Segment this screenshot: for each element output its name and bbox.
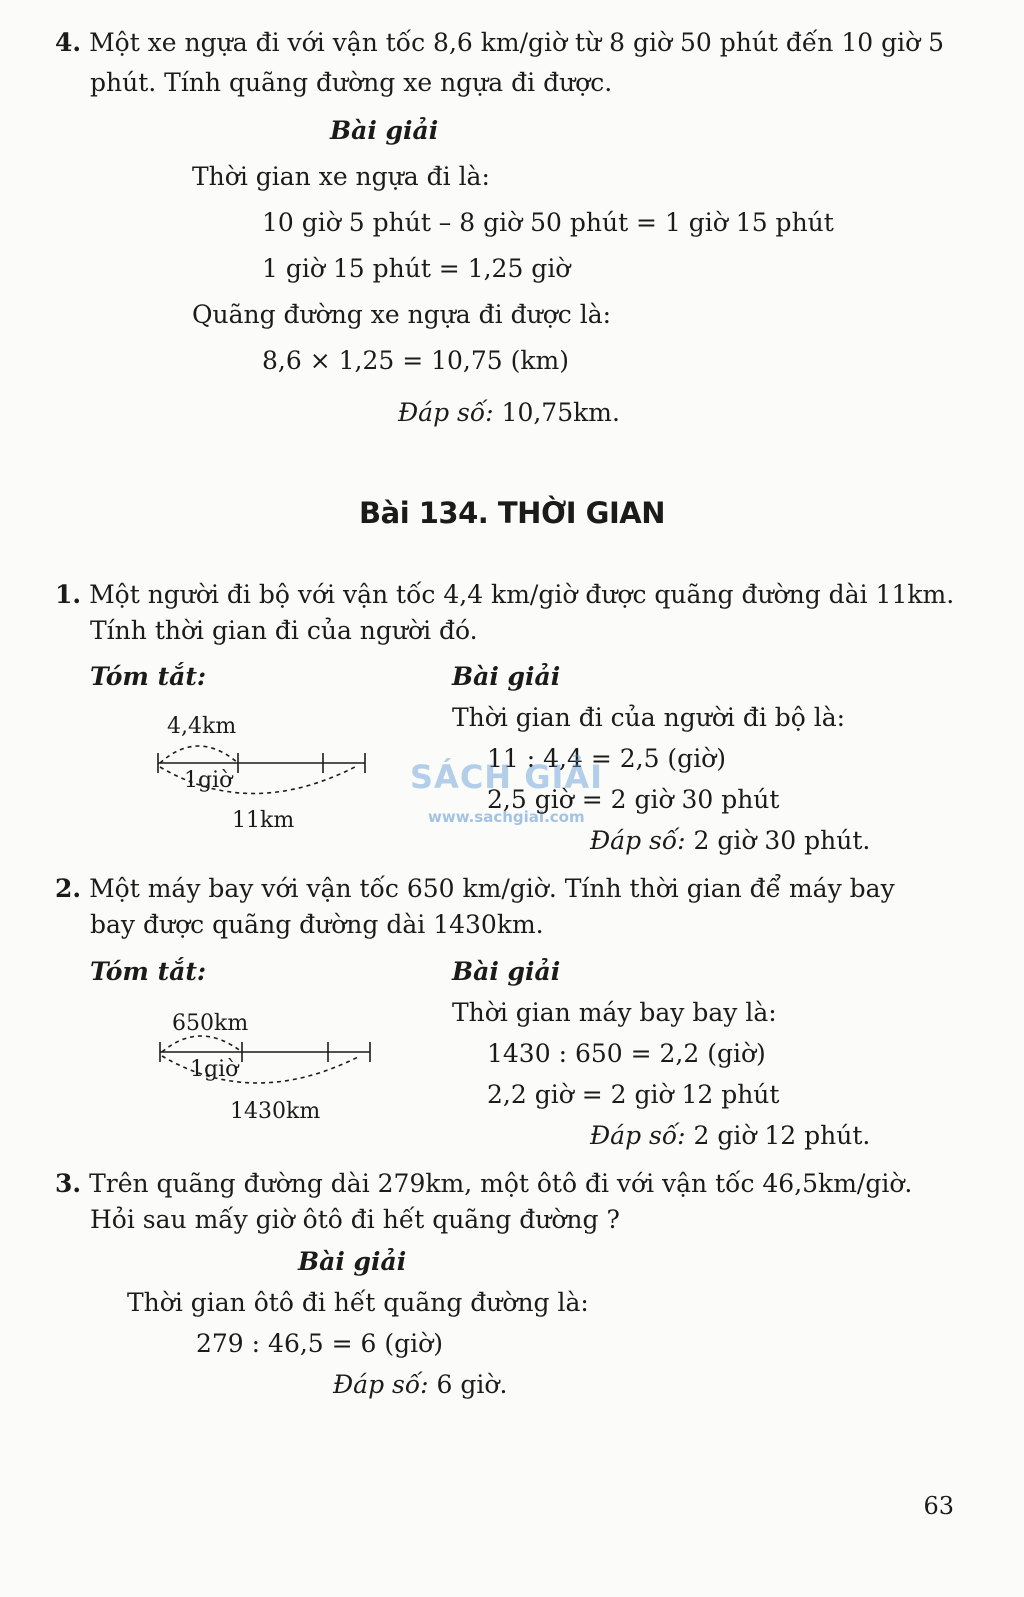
ex4-solution-label: Bài giải xyxy=(330,116,439,145)
ex4-step4: Quãng đường xe ngựa đi được là: xyxy=(192,300,612,329)
ex4-text1: Một xe ngựa đi với vận tốc 8,6 km/giờ từ 8 giờ 50 phút đến 10 giờ 5 xyxy=(89,28,945,57)
p3-question-line2: Hỏi sau mấy giờ ôtô đi hết quãng đường ? xyxy=(90,1205,620,1234)
p1-answer-value: 2 giờ 30 phút. xyxy=(693,826,871,855)
ex4-answer xyxy=(398,398,620,428)
lesson-heading: Bài 134. THỜI GIAN xyxy=(359,496,665,530)
p3-question-line1 xyxy=(55,1169,912,1199)
p2-solution-label: Bài giải xyxy=(452,957,561,986)
watermark-logo xyxy=(410,758,620,858)
watermark-title: SÁCH GIẢI xyxy=(410,758,604,796)
p2-question-line2: bay được quãng đường dài 1430km. xyxy=(90,910,544,939)
p2-diagram-top-label: 650km xyxy=(172,1011,249,1036)
p1-number: 1. xyxy=(55,580,82,609)
p1-step2: 11 : 4,4 = 2,5 (giờ) xyxy=(487,744,726,773)
p1-answer-label: Đáp số: xyxy=(590,826,686,855)
p1-question-line2: Tính thời gian đi của người đó. xyxy=(90,616,478,645)
p3-solution-label: Bài giải xyxy=(298,1247,407,1276)
p2-text1: Một máy bay với vận tốc 650 km/giờ. Tính thời gian để máy bay xyxy=(89,874,895,903)
p3-answer-value: 6 giờ. xyxy=(436,1370,508,1399)
ex4-step3: 1 giờ 15 phút = 1,25 giờ xyxy=(262,254,571,283)
p1-step3: 2,5 giờ = 2 giờ 30 phút xyxy=(487,785,780,814)
p1-answer xyxy=(590,826,870,856)
p2-diagram-bottom-label: 1430km xyxy=(230,1099,321,1124)
p1-diagram-mid-label: 1giờ xyxy=(184,768,233,793)
p1-diagram-top-label: 4,4km xyxy=(167,714,237,739)
page-number: 63 xyxy=(923,1492,954,1520)
p2-number: 2. xyxy=(55,874,82,903)
ex4-question-line1 xyxy=(55,28,944,58)
p2-answer-value: 2 giờ 12 phút. xyxy=(693,1121,871,1150)
p2-summary-label: Tóm tắt: xyxy=(90,957,207,986)
p1-question-line1 xyxy=(55,580,954,610)
ex4-question-line2: phút. Tính quãng đường xe ngựa đi được. xyxy=(90,68,613,97)
ex4-answer-value: 10,75km. xyxy=(501,398,620,427)
p3-number: 3. xyxy=(55,1169,82,1198)
p1-solution-label: Bài giải xyxy=(452,662,561,691)
p1-diagram-bottom-label: 11km xyxy=(232,808,295,833)
p2-diagram-mid-label: 1giờ xyxy=(190,1057,239,1082)
p3-answer-label: Đáp số: xyxy=(333,1370,429,1399)
p3-answer xyxy=(333,1370,507,1400)
watermark-url: www.sachgiai.com xyxy=(428,808,585,826)
ex4-step2: 10 giờ 5 phút – 8 giờ 50 phút = 1 giờ 15 phút xyxy=(262,208,834,237)
p2-answer xyxy=(590,1121,870,1151)
p1-step1: Thời gian đi của người đi bộ là: xyxy=(452,703,846,732)
p3-step2: 279 : 46,5 = 6 (giờ) xyxy=(196,1329,443,1358)
ex4-step5: 8,6 × 1,25 = 10,75 (km) xyxy=(262,346,569,375)
p1-summary-label: Tóm tắt: xyxy=(90,662,207,691)
p2-question-line1 xyxy=(55,874,895,904)
ex4-step1: Thời gian xe ngựa đi là: xyxy=(192,162,490,191)
p1-distance-diagram xyxy=(140,705,390,840)
p2-step3: 2,2 giờ = 2 giờ 12 phút xyxy=(487,1080,780,1109)
p2-distance-diagram xyxy=(142,1000,392,1135)
p1-text1: Một người đi bộ với vận tốc 4,4 km/giờ được quãng đường dài 11km. xyxy=(89,580,955,609)
ex4-answer-label: Đáp số: xyxy=(398,398,494,427)
p2-answer-label: Đáp số: xyxy=(590,1121,686,1150)
p1-top-arc xyxy=(160,746,238,763)
p3-step1: Thời gian ôtô đi hết quãng đường là: xyxy=(127,1288,589,1317)
p3-text1: Trên quãng đường dài 279km, một ôtô đi với vận tốc 46,5km/giờ. xyxy=(89,1169,913,1198)
ex4-number: 4. xyxy=(55,28,82,57)
p2-step1: Thời gian máy bay bay là: xyxy=(452,998,777,1027)
p2-step2: 1430 : 650 = 2,2 (giờ) xyxy=(487,1039,766,1068)
p2-top-arc xyxy=(162,1036,242,1052)
